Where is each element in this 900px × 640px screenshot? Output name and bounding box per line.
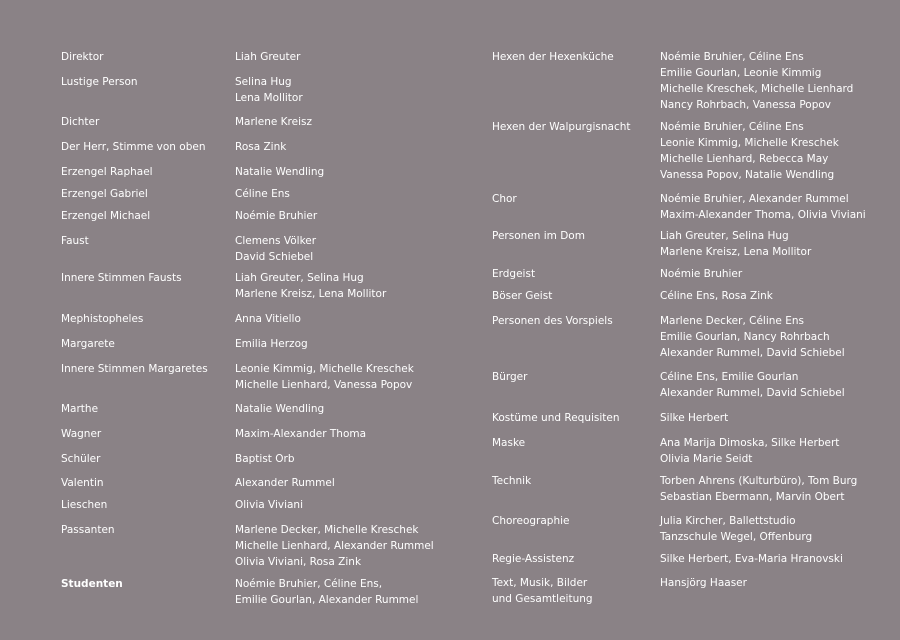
credit-role-line: Lustige Person	[61, 76, 138, 88]
credit-role-line: Schüler	[61, 453, 101, 465]
credit-names	[660, 49, 880, 113]
credit-role	[61, 475, 104, 491]
credit-role	[61, 186, 148, 202]
credit-names	[660, 369, 880, 401]
credit-name-line: Alexander Rummel	[235, 477, 335, 489]
credit-name-line: Michelle Kreschek, Michelle Lienhard	[660, 83, 854, 95]
credit-name-line: Emilie Gourlan, Nancy Rohrbach	[660, 331, 830, 343]
credit-role	[61, 270, 182, 286]
credit-name-line: Sebastian Ebermann, Marvin Obert	[660, 491, 845, 503]
credit-names	[235, 426, 455, 442]
credit-names	[660, 513, 880, 545]
credit-names	[235, 208, 455, 224]
credit-role-line: Der Herr, Stimme von oben	[61, 141, 206, 153]
credit-name-line: Nancy Rohrbach, Vanessa Popov	[660, 99, 832, 111]
credit-role-line: Personen des Vorspiels	[492, 315, 613, 327]
credit-role	[61, 139, 205, 155]
credit-name-line: Julia Kircher, Ballettstudio	[660, 515, 796, 527]
credit-names	[660, 191, 880, 223]
credit-names	[660, 288, 880, 304]
credit-role	[492, 513, 570, 529]
credit-role	[61, 114, 99, 130]
credit-names	[235, 576, 455, 608]
credit-role	[61, 74, 138, 90]
credit-name-line: Natalie Wendling	[235, 403, 325, 415]
credit-role	[61, 522, 115, 538]
credit-role-line: Innere Stimmen Fausts	[61, 272, 182, 284]
credit-name-line: Maxim-Alexander Thoma, Olivia Viviani	[660, 209, 866, 221]
credit-role-line: Regie-Assistenz	[492, 553, 575, 565]
credit-names	[235, 311, 455, 327]
credit-name-line: Emilie Gourlan, Alexander Rummel	[235, 594, 419, 606]
credit-role-line: Maske	[492, 437, 526, 449]
credit-names	[660, 435, 880, 467]
credit-role-line: Text, Musik, Bilder	[492, 577, 588, 589]
credit-names	[660, 119, 880, 183]
credit-name-line: Marlene Kreisz, Lena Mollitor	[660, 246, 812, 258]
credit-role-line: Personen im Dom	[492, 230, 585, 242]
credit-role	[61, 233, 89, 249]
credit-role-line: Bürger	[492, 371, 528, 383]
credit-name-line: Emilie Gourlan, Leonie Kimmig	[660, 67, 822, 79]
credit-names	[235, 233, 455, 265]
credit-role	[492, 435, 525, 451]
credit-name-line: Lena Mollitor	[235, 92, 303, 104]
credit-name-line: Noémie Bruhier	[660, 268, 743, 280]
credit-role	[61, 49, 104, 65]
credit-names	[235, 522, 455, 570]
credit-role-line: Valentin	[61, 477, 104, 489]
credit-role-line: Margarete	[61, 338, 115, 350]
credit-name-line: Selina Hug	[235, 76, 292, 88]
credit-name-line: Noémie Bruhier, Céline Ens	[660, 51, 804, 63]
credit-name-line: Silke Herbert, Eva-Maria Hranovski	[660, 553, 843, 565]
credit-name-line: Marlene Kreisz	[235, 116, 312, 128]
credit-role-line: Mephistopheles	[61, 313, 144, 325]
credit-names	[235, 497, 455, 513]
credit-role-line: Choreographie	[492, 515, 570, 527]
credit-name-line: Marlene Decker, Michelle Kreschek	[235, 524, 419, 536]
credit-name-line: Natalie Wendling	[235, 166, 325, 178]
credit-names	[235, 164, 455, 180]
credit-role-line: Erzengel Michael	[61, 210, 151, 222]
credit-role	[61, 426, 101, 442]
credit-name-line: Tanzschule Wegel, Offenburg	[660, 531, 813, 543]
credit-role-line: Technik	[492, 475, 532, 487]
credit-role	[492, 49, 614, 65]
credit-names	[660, 575, 880, 591]
credit-name-line: Maxim-Alexander Thoma	[235, 428, 367, 440]
credit-name-line: Baptist Orb	[235, 453, 295, 465]
credit-role-line: Marthe	[61, 403, 99, 415]
credit-name-line: Michelle Lienhard, Vanessa Popov	[235, 379, 413, 391]
credit-name-line: Céline Ens, Emilie Gourlan	[660, 371, 799, 383]
credit-name-line: Marlene Decker, Céline Ens	[660, 315, 804, 327]
credit-role-line: Direktor	[61, 51, 104, 63]
credit-role	[492, 191, 517, 207]
credit-name-line: Clemens Völker	[235, 235, 317, 247]
credit-name-line: Alexander Rummel, David Schiebel	[660, 347, 845, 359]
credit-role-line: Hexen der Hexenküche	[492, 51, 614, 63]
credit-name-line: Noémie Bruhier, Alexander Rummel	[660, 193, 849, 205]
credit-names	[235, 475, 455, 491]
credit-role	[61, 208, 150, 224]
credit-role-line: Innere Stimmen Margaretes	[61, 363, 208, 375]
credit-name-line: Liah Greuter, Selina Hug	[660, 230, 789, 242]
credit-name-line: Marlene Kreisz, Lena Mollitor	[235, 288, 387, 300]
credit-name-line: Olivia Marie Seidt	[660, 453, 753, 465]
credit-name-line: Hansjörg Haaser	[660, 577, 747, 589]
credit-names	[660, 266, 880, 282]
credit-role-line: und Gesamtleitung	[492, 593, 593, 605]
credit-name-line: Rosa Zink	[235, 141, 287, 153]
credit-name-line: Michelle Lienhard, Alexander Rummel	[235, 540, 434, 552]
credit-role	[492, 228, 585, 244]
credit-names	[235, 361, 455, 393]
credit-name-line: Liah Greuter, Selina Hug	[235, 272, 364, 284]
credit-names	[235, 401, 455, 417]
credit-name-line: Silke Herbert	[660, 412, 729, 424]
credit-role-line: Erzengel Raphael	[61, 166, 153, 178]
credit-role	[492, 288, 552, 304]
credit-name-line: Ana Marija Dimoska, Silke Herbert	[660, 437, 840, 449]
credit-names	[660, 313, 880, 361]
credit-role	[61, 336, 115, 352]
credit-role-line: Studenten	[61, 578, 123, 590]
credit-name-line: Leonie Kimmig, Michelle Kreschek	[660, 137, 839, 149]
credit-role	[492, 410, 620, 426]
credit-role-line: Lieschen	[61, 499, 108, 511]
credit-name-line: Vanessa Popov, Natalie Wendling	[660, 169, 835, 181]
credit-role	[492, 551, 574, 567]
credit-name-line: David Schiebel	[235, 251, 314, 263]
credit-name-line: Céline Ens, Rosa Zink	[660, 290, 773, 302]
credit-role	[61, 401, 98, 417]
credit-name-line: Michelle Lienhard, Rebecca May	[660, 153, 829, 165]
credit-name-line: Noémie Bruhier	[235, 210, 318, 222]
credit-names	[660, 410, 880, 426]
credit-names	[235, 451, 455, 467]
credit-role	[61, 576, 123, 592]
credit-role-line: Erzengel Gabriel	[61, 188, 148, 200]
credit-names	[660, 228, 880, 260]
credit-name-line: Noémie Bruhier, Céline Ens,	[235, 578, 383, 590]
credit-names	[235, 270, 455, 302]
credit-names	[235, 49, 455, 65]
credit-role	[61, 361, 208, 377]
credit-names	[660, 551, 880, 567]
credit-names	[235, 139, 455, 155]
credit-names	[235, 114, 455, 130]
credit-role	[61, 451, 100, 467]
credit-name-line: Leonie Kimmig, Michelle Kreschek	[235, 363, 414, 375]
credit-role-line: Böser Geist	[492, 290, 553, 302]
credit-role	[492, 266, 535, 282]
credit-names	[235, 336, 455, 352]
credit-role-line: Wagner	[61, 428, 102, 440]
credit-name-line: Emilia Herzog	[235, 338, 308, 350]
credit-role	[492, 369, 527, 385]
credit-names	[235, 186, 455, 202]
credit-role-line: Kostüme und Requisiten	[492, 412, 620, 424]
credit-role	[492, 473, 531, 489]
credit-name-line: Olivia Viviani, Rosa Zink	[235, 556, 362, 568]
credit-role	[61, 164, 153, 180]
credit-role-line: Erdgeist	[492, 268, 536, 280]
credit-role-line: Passanten	[61, 524, 115, 536]
credit-names	[235, 74, 455, 106]
credit-name-line: Alexander Rummel, David Schiebel	[660, 387, 845, 399]
credit-names	[660, 473, 880, 505]
credit-role-line: Dichter	[61, 116, 100, 128]
credit-name-line: Noémie Bruhier, Céline Ens	[660, 121, 804, 133]
credit-name-line: Olivia Viviani	[235, 499, 304, 511]
credit-role	[492, 313, 613, 329]
credit-name-line: Liah Greuter	[235, 51, 301, 63]
credit-name-line: Anna Vitiello	[235, 313, 301, 325]
credit-role-line: Faust	[61, 235, 89, 247]
credit-role-line: Chor	[492, 193, 517, 205]
credit-role	[61, 311, 143, 327]
credit-role	[61, 497, 107, 513]
credit-name-line: Céline Ens	[235, 188, 290, 200]
credit-role	[492, 119, 631, 135]
credit-name-line: Torben Ahrens (Kulturbüro), Tom Burg	[660, 475, 858, 487]
credit-role	[492, 575, 593, 607]
credit-role-line: Hexen der Walpurgisnacht	[492, 121, 631, 133]
